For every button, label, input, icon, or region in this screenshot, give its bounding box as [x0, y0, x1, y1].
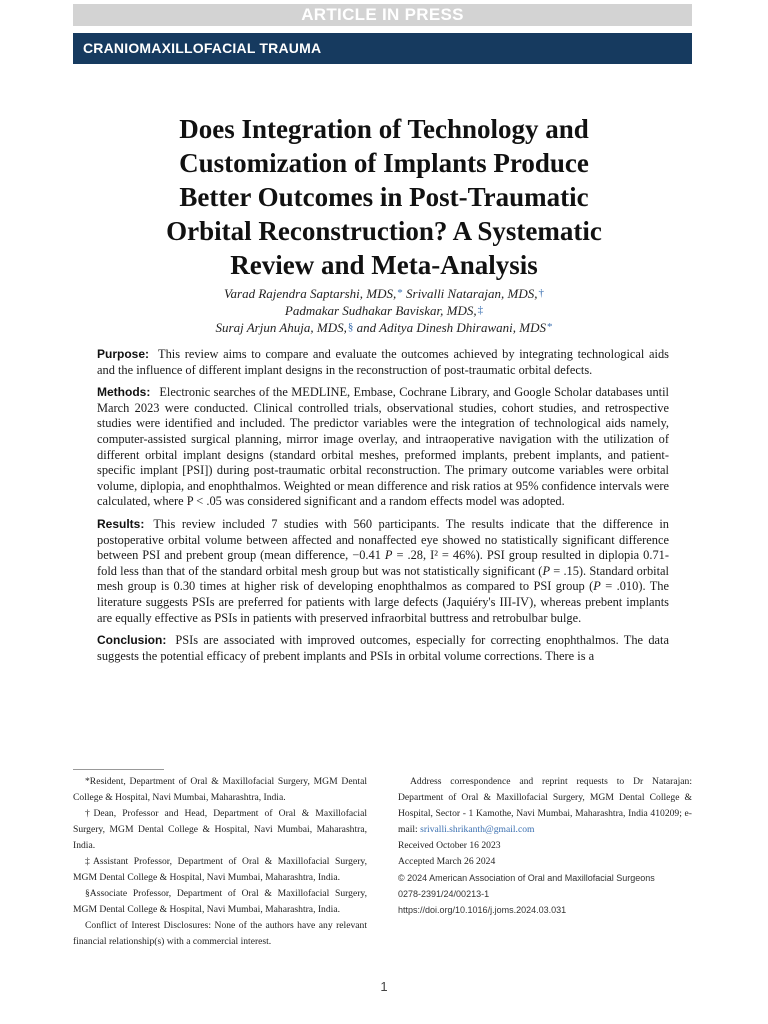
author-name: Varad Rajendra Saptarshi, MDS,: [224, 286, 397, 301]
footnote: Conflict of Interest Disclosures: None of the authors have any relevant financial relationship(s) with a commercial interest.: [73, 920, 367, 947]
abstract: [97, 347, 669, 671]
doi-link[interactable]: https://doi.org/10.1016/j.joms.2024.03.031: [398, 905, 567, 915]
section-header: CRANIOMAXILLOFACIAL TRAUMA: [73, 33, 692, 64]
author-line: [100, 285, 668, 302]
purpose-label: Purpose:: [97, 347, 150, 361]
affiliation-marker[interactable]: ‡: [477, 304, 484, 316]
author-name: Suraj Arjun Ahuja, MDS,: [215, 320, 347, 335]
p-symbol: P: [384, 548, 393, 563]
author-name: Aditya Dinesh Dhirawani, MDS: [379, 320, 546, 335]
conclusion-label: Conclusion:: [97, 633, 167, 648]
affiliation-marker[interactable]: *: [546, 321, 553, 333]
footnote: *Resident, Department of Oral & Maxillofacial Surgery, MGM Dental College & Hospital, Navi Mumbai, Maharashtra, India.: [73, 776, 367, 803]
title-line: Better Outcomes in Post-Traumatic: [179, 182, 589, 212]
title-line: Does Integration of Technology and: [179, 114, 589, 144]
results-text: = .15). Standard orbital mesh group is 0.30 times at higher risk of developing enophthalmos as compared to PSI group (: [97, 563, 669, 594]
abstract-methods: [97, 385, 669, 510]
author-line: [100, 302, 668, 319]
affiliation-marker[interactable]: §: [347, 321, 354, 333]
results-text: = .28, I² = 46%). PSI group resulted in diplopia 0.71-fold less than that of the standard orbital mesh group but was not statistically significant (: [97, 548, 669, 578]
author-name: Srivalli Natarajan, MDS,: [406, 286, 538, 301]
email-link[interactable]: srivalli.shrikanth@gmail.com: [420, 824, 535, 835]
abstract-conclusion: [97, 633, 669, 664]
results-label: Results:: [97, 516, 145, 531]
author-name: Padmakar Sudhakar Baviskar, MDS,: [284, 303, 477, 318]
article-title: [100, 112, 668, 282]
affiliation-footnotes: [73, 774, 367, 950]
footnote: §Associate Professor, Department of Oral & Maxillofacial Surgery, MGM Dental College & Hospital, Navi Mumbai, Maharashtra, India.: [73, 888, 367, 915]
address-text: Address correspondence and reprint requests to Dr Natarajan: Department of Oral & Maxillofacial Surgery, MGM Dental College & Hospital, Sector - 1 Kamothe, Navi Mumbai, Maharashtra, India 410209; e-mail:: [398, 776, 692, 835]
results-text: = .010). The literature suggests PSIs are preferred for patients with large defects (Jaquiéry's III-IV), whereas prebent implants are equally effective as PSIs in patients with preserved infraorbital buttress and retrobulbar bulge.: [97, 579, 669, 625]
affiliation-marker[interactable]: *: [397, 287, 403, 299]
received-date: Received October 16 2023: [398, 840, 501, 851]
purpose-text: This review aims to compare and evaluate the outcomes achieved by integrating technological aids and the influence of different implant designs in the reconstruction of post-traumatic orbital defects.: [97, 347, 669, 377]
methods-label: Methods:: [97, 385, 151, 400]
footnote: ‡Assistant Professor, Department of Oral & Maxillofacial Surgery, MGM Dental College & Hospital, Navi Mumbai, Maharashtra, India.: [73, 856, 367, 883]
title-line: Review and Meta-Analysis: [230, 250, 538, 280]
affiliation-marker[interactable]: †: [538, 287, 544, 299]
title-line: Orbital Reconstruction? A Systematic: [166, 216, 602, 246]
footnote-divider: [73, 769, 164, 770]
article-in-press-banner: ARTICLE IN PRESS: [73, 4, 692, 26]
abstract-purpose: [97, 347, 669, 378]
p-symbol: P: [593, 579, 601, 594]
author-conjunction: and: [356, 320, 377, 335]
correspondence-block: [398, 774, 692, 918]
methods-text: Electronic searches of the MEDLINE, Embase, Cochrane Library, and Google Scholar databases until March 2023 were conducted. Clinical controlled trials, observational studies, cohort studies, and retrospective studies were identified and included. The predictor variables were the integration of technological aids namely, computer-assisted surgical planning, mirror image overlay, and intraoperative navigation with the utilization of different orbital implant designs (standard orbital meshes, preformed implants, prebent implants, and patient-specific implant [PSI]) during post-traumatic orbital reconstruction. The primary outcome variables were orbital volume, diplopia, and enophthalmos. Weighted or mean difference and risk ratios at 95% confidence intervals were calculated, where P < .05 was considered significant and a random effects model was adopted.: [97, 385, 669, 509]
correspondence-address: [398, 774, 692, 838]
author-line: [100, 319, 668, 336]
accepted-date: Accepted March 26 2024: [398, 856, 496, 867]
title-line: Customization of Implants Produce: [179, 148, 589, 178]
conclusion-text: PSIs are associated with improved outcomes, especially for correcting enophthalmos. The data suggests the potential efficacy of prebent implants and PSIs in orbital volume corrections. There is a: [97, 633, 669, 663]
page-number: 1: [380, 979, 388, 994]
footnote: †Dean, Professor and Head, Department of Oral & Maxillofacial Surgery, MGM Dental College & Hospital, Navi Mumbai, Maharashtra, India.: [73, 808, 367, 851]
copyright-notice: © 2024 American Association of Oral and Maxillofacial Surgeons: [398, 873, 655, 883]
author-list: [100, 285, 668, 336]
abstract-results: [97, 517, 669, 626]
p-symbol: P: [542, 563, 551, 578]
issn: 0278-2391/24/00213-1: [398, 889, 490, 899]
results-text: This review included 7 studies with 560 participants. The results indicate that the difference in postoperative orbital volume between affected and nonaffected eye showed no statistically significant difference between PSI and prebent group (mean difference, −0.41: [97, 516, 669, 563]
